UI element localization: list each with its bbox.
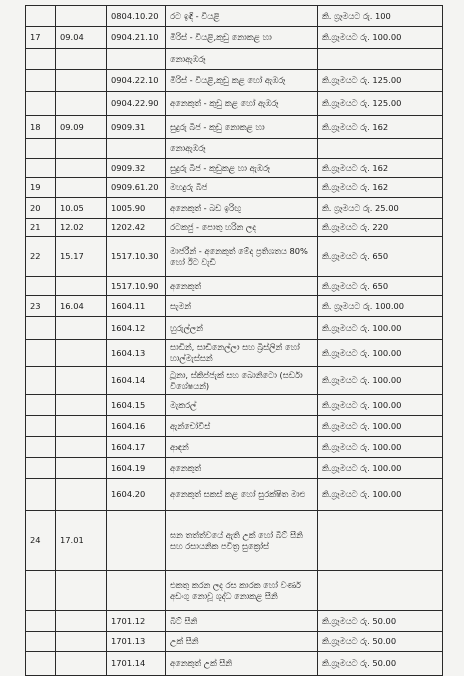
- table-row: [26, 219, 443, 237]
- table-row: [26, 296, 443, 317]
- table-row: [26, 611, 443, 632]
- hs-code-cell: 1701.13: [107, 632, 166, 652]
- table-row: [26, 395, 443, 416]
- hs-code-cell: 1604.16: [107, 416, 166, 437]
- item-number-cell: [26, 632, 56, 652]
- rate-cell: [318, 49, 443, 70]
- hs-code-cell: 0904.21.10: [107, 27, 166, 49]
- rate-cell: කි. ග්‍රෑමයට රු. 100: [318, 6, 443, 27]
- description-cell: සුදුරු බීජ - කුඩු නොකළ හා: [166, 116, 318, 139]
- hs-code-cell: [107, 49, 166, 70]
- item-number-cell: [26, 367, 56, 395]
- rate-cell: කි.ග්‍රෑමයට රු. 100.00: [318, 367, 443, 395]
- table-row: [26, 367, 443, 395]
- table-row: [26, 139, 443, 159]
- hs-heading-cell: [56, 317, 107, 340]
- hs-code-cell: 1517.10.30: [107, 237, 166, 277]
- hs-code-cell: 0909.31: [107, 116, 166, 139]
- hs-heading-cell: [56, 340, 107, 367]
- item-number-cell: [26, 49, 56, 70]
- hs-code-cell: 1604.14: [107, 367, 166, 395]
- hs-code-cell: [107, 511, 166, 571]
- hs-code-cell: 1604.15: [107, 395, 166, 416]
- item-number-cell: [26, 159, 56, 178]
- hs-heading-cell: [56, 458, 107, 479]
- hs-code-cell: 0804.10.20: [107, 6, 166, 27]
- description-cell: අනෙකුත් - කුඩු කළ හෝ ඇඹරූ: [166, 92, 318, 116]
- rate-cell: කි.ග්‍රෑමයට රු. 100.00: [318, 340, 443, 367]
- hs-code-cell: 1202.42: [107, 219, 166, 237]
- table-row: [26, 116, 443, 139]
- rate-cell: කි.ග්‍රෑමයට රු. 100.00: [318, 27, 443, 49]
- table-row: [26, 92, 443, 116]
- table-row: [26, 416, 443, 437]
- tariff-table: [25, 5, 443, 676]
- item-number-cell: [26, 611, 56, 632]
- table-row: [26, 70, 443, 92]
- hs-heading-cell: [56, 632, 107, 652]
- table-row: [26, 632, 443, 652]
- hs-heading-cell: [56, 159, 107, 178]
- hs-code-cell: 1701.14: [107, 652, 166, 676]
- hs-heading-cell: [56, 139, 107, 159]
- description-cell: ටූනා, ස්කිප්ජැක් සහ බොනිටො (සර්ඩා විශේෂයන්): [166, 367, 318, 395]
- rate-cell: කි.ග්‍රෑමයට රු. 50.00: [318, 652, 443, 676]
- item-number-cell: [26, 395, 56, 416]
- rate-cell: කි.ග්‍රෑමයට රු. 125.00: [318, 92, 443, 116]
- table-row: [26, 6, 443, 27]
- description-cell: උක් සීනි: [166, 632, 318, 652]
- item-number-cell: 19: [26, 178, 56, 198]
- item-number-cell: 17: [26, 27, 56, 49]
- hs-code-cell: 1604.11: [107, 296, 166, 317]
- item-number-cell: 21: [26, 219, 56, 237]
- hs-heading-cell: [56, 6, 107, 27]
- description-cell: අනෙකුත් සකස් කළ හෝ සුරක්ෂිත මාළු: [166, 479, 318, 511]
- rate-cell: කි.ග්‍රෑමයට රු. 100.00: [318, 437, 443, 458]
- table-row: [26, 49, 443, 70]
- item-number-cell: [26, 340, 56, 367]
- description-cell: අනෙකුත්: [166, 277, 318, 296]
- rate-cell: කි.ග්‍රෑමයට රු. 100.00: [318, 317, 443, 340]
- table-row: [26, 340, 443, 367]
- item-number-cell: 24: [26, 511, 56, 571]
- item-number-cell: [26, 277, 56, 296]
- hs-code-cell: 0909.32: [107, 159, 166, 178]
- rate-cell: කි.ග්‍රෑමයට රු. 162: [318, 178, 443, 198]
- table-row: [26, 178, 443, 198]
- table-row: [26, 159, 443, 178]
- description-cell: අනෙකුත් උක් සීනි: [166, 652, 318, 676]
- hs-code-cell: 1604.17: [107, 437, 166, 458]
- rate-cell: කි.ග්‍රෑමයට රු. 100.00: [318, 458, 443, 479]
- description-cell: මිරිස් - වියළි,කුඩු නොකළ හා: [166, 27, 318, 49]
- hs-code-cell: 0904.22.90: [107, 92, 166, 116]
- hs-heading-cell: 10.05: [56, 198, 107, 219]
- rate-cell: කි. ග්‍රෑමයට රු. 25.00: [318, 198, 443, 219]
- description-cell: එකතු කරන ලද රස කාරක හෝ වර්ණ අඩංගු නොවූ ශුද්ධ නොකළ සීනි: [166, 571, 318, 611]
- item-number-cell: 20: [26, 198, 56, 219]
- hs-heading-cell: [56, 92, 107, 116]
- description-cell: ඇන්චෝවීස්: [166, 416, 318, 437]
- table-row: [26, 317, 443, 340]
- table-row: [26, 237, 443, 277]
- hs-heading-cell: [56, 395, 107, 416]
- item-number-cell: [26, 437, 56, 458]
- rate-cell: කි.ග්‍රෑමයට රු. 100.00: [318, 479, 443, 511]
- hs-heading-cell: [56, 367, 107, 395]
- rate-cell: කි.ග්‍රෑමයට රු. 50.00: [318, 611, 443, 632]
- description-cell: රට ඉඳි - වියළි: [166, 6, 318, 27]
- rate-cell: කි.ග්‍රෑමයට රු. 100.00: [318, 395, 443, 416]
- item-number-cell: [26, 70, 56, 92]
- description-cell: අනෙකුත් - බඩ ඉරිඟු: [166, 198, 318, 219]
- table-row: [26, 571, 443, 611]
- rate-cell: [318, 511, 443, 571]
- table-row: [26, 479, 443, 511]
- rate-cell: කි.ග්‍රෑමයට රු. 50.00: [318, 632, 443, 652]
- description-cell: නොඇඹරූ: [166, 139, 318, 159]
- hs-heading-cell: [56, 479, 107, 511]
- hs-code-cell: 1604.20: [107, 479, 166, 511]
- hs-code-cell: 1604.12: [107, 317, 166, 340]
- description-cell: සාඩින්, සාඩිනෙල්ලා සහ බ්‍රිස්ලින් හෝ හාල්මැස්සන්: [166, 340, 318, 367]
- hs-heading-cell: 17.01: [56, 511, 107, 571]
- hs-heading-cell: [56, 416, 107, 437]
- description-cell: මහදුරු බීජ: [166, 178, 318, 198]
- hs-heading-cell: [56, 571, 107, 611]
- description-cell: නොඇඹරූ: [166, 49, 318, 70]
- hs-heading-cell: [56, 437, 107, 458]
- rate-cell: කි.ග්‍රෑමයට රු. 100.00: [318, 416, 443, 437]
- tariff-table-body: [26, 6, 443, 676]
- rate-cell: කි.ග්‍රෑමයට රු. 220: [318, 219, 443, 237]
- item-number-cell: [26, 571, 56, 611]
- description-cell: සැමන්: [166, 296, 318, 317]
- item-number-cell: 23: [26, 296, 56, 317]
- rate-cell: කි.ග්‍රෑමයට රු. 162: [318, 116, 443, 139]
- item-number-cell: [26, 416, 56, 437]
- hs-heading-cell: [56, 611, 107, 632]
- item-number-cell: [26, 139, 56, 159]
- hs-code-cell: 1701.12: [107, 611, 166, 632]
- item-number-cell: [26, 92, 56, 116]
- hs-heading-cell: 09.09: [56, 116, 107, 139]
- table-row: [26, 511, 443, 571]
- description-cell: ආඳන්: [166, 437, 318, 458]
- description-cell: මැකරල්: [166, 395, 318, 416]
- rate-cell: [318, 139, 443, 159]
- hs-code-cell: 0904.22.10: [107, 70, 166, 92]
- table-row: [26, 198, 443, 219]
- hs-heading-cell: 15.17: [56, 237, 107, 277]
- rate-cell: [318, 571, 443, 611]
- rate-cell: කි.ග්‍රෑමයට රු. 650: [318, 277, 443, 296]
- hs-code-cell: 1604.19: [107, 458, 166, 479]
- description-cell: හුරුල්ලන්: [166, 317, 318, 340]
- hs-code-cell: 1517.10.90: [107, 277, 166, 296]
- item-number-cell: [26, 317, 56, 340]
- hs-heading-cell: [56, 277, 107, 296]
- table-row: [26, 437, 443, 458]
- hs-code-cell: 1604.13: [107, 340, 166, 367]
- hs-heading-cell: 09.04: [56, 27, 107, 49]
- item-number-cell: [26, 458, 56, 479]
- hs-heading-cell: [56, 70, 107, 92]
- hs-code-cell: 1005.90: [107, 198, 166, 219]
- description-cell: සුදුරු බීජ - කුඩුකළ හා ඇඹරූ: [166, 159, 318, 178]
- description-cell: ඝන තත්ත්වයේ ඇති උක් හෝ බීට් සීනි සහ රසායනික පවිත්‍ර සුක්‍රෝස්: [166, 511, 318, 571]
- description-cell: බීට් සීනි: [166, 611, 318, 632]
- description-cell: මාජරීන් - අනෙකුත් මේද ප්‍රතිශතය 80% හෝ ඊට වැඩි: [166, 237, 318, 277]
- item-number-cell: [26, 479, 56, 511]
- hs-code-cell: [107, 571, 166, 611]
- rate-cell: කි.ග්‍රෑමයට රු. 162: [318, 159, 443, 178]
- rate-cell: කි. ග්‍රෑමයට රු. 100.00: [318, 296, 443, 317]
- hs-heading-cell: [56, 178, 107, 198]
- item-number-cell: [26, 6, 56, 27]
- hs-code-cell: [107, 139, 166, 159]
- hs-heading-cell: 16.04: [56, 296, 107, 317]
- table-row: [26, 458, 443, 479]
- hs-code-cell: 0909.61.20: [107, 178, 166, 198]
- hs-heading-cell: [56, 49, 107, 70]
- description-cell: මිරිස් - වියළි,කුඩු කළ හෝ ඇඹරූ: [166, 70, 318, 92]
- rate-cell: කි.ග්‍රෑමයට රු. 650: [318, 237, 443, 277]
- description-cell: රටකජු - පොතු හරින ලද: [166, 219, 318, 237]
- rate-cell: කි.ග්‍රෑමයට රු. 125.00: [318, 70, 443, 92]
- description-cell: අනෙකුත්: [166, 458, 318, 479]
- table-row: [26, 277, 443, 296]
- item-number-cell: 18: [26, 116, 56, 139]
- hs-heading-cell: 12.02: [56, 219, 107, 237]
- table-row: [26, 27, 443, 49]
- item-number-cell: 22: [26, 237, 56, 277]
